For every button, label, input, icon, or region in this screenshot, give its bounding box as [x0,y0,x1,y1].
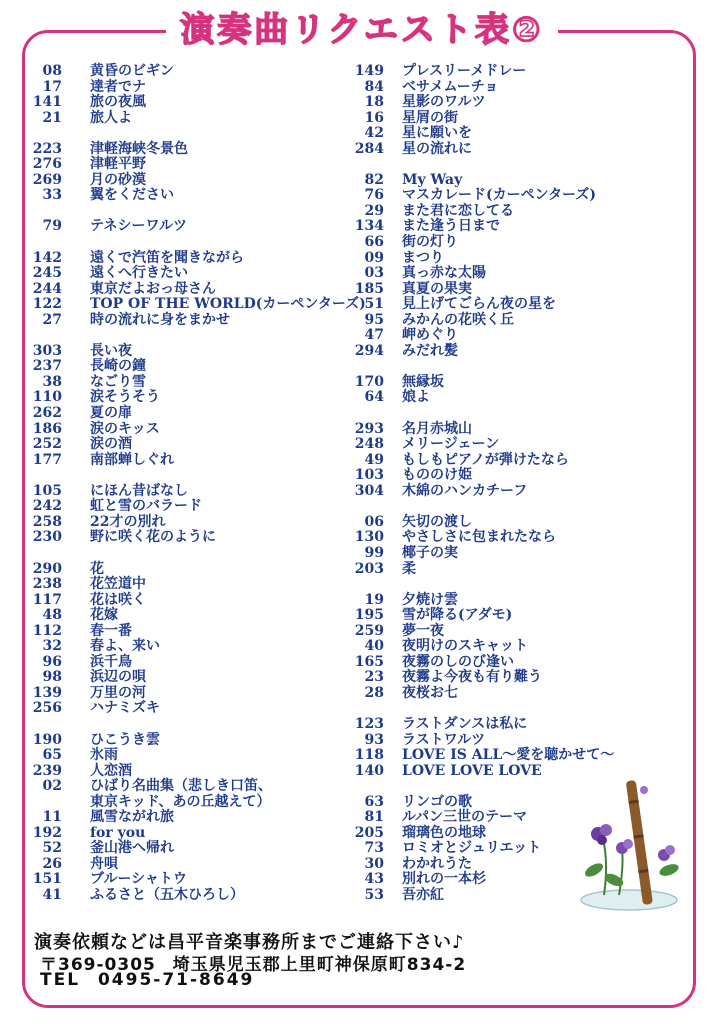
song-number: 48 [42,607,62,624]
song-row [22,748,342,764]
song-title: 野に咲く花のように [90,529,216,546]
song-number: 258 [32,513,62,530]
song-title: 人恋酒 [90,762,132,779]
song-title: 岬めぐり [402,327,458,344]
song-title: 遠くで汽笛を聞きながら [90,249,244,266]
song-number: 27 [42,311,62,328]
song-row [342,468,662,484]
song-number: 64 [364,389,384,406]
song-row [22,764,342,780]
song-number: 73 [364,840,384,857]
song-title: 星に願いを [402,125,472,142]
song-number: 23 [364,669,384,686]
song-row [22,437,342,453]
song-row [22,484,342,500]
song-row [22,111,342,127]
song-title: ひこうき雲 [90,731,160,748]
song-row [342,157,662,173]
song-title: 雪が降る(アダモ) [402,607,513,624]
violet-flute-illustration-icon [574,760,684,920]
song-row [342,453,662,469]
song-row [342,235,662,251]
song-row [22,359,342,375]
song-title: メリージェーン [402,436,500,453]
song-row [22,344,342,360]
song-title: 真っ赤な太陽 [402,265,486,282]
song-row [22,157,342,173]
song-number: 95 [364,311,384,328]
song-row [342,375,662,391]
song-title: 無縁坂 [402,373,444,390]
song-title: マスカレード(カーペンターズ) [402,187,596,204]
song-number: 112 [32,622,62,639]
song-number: 32 [42,638,62,655]
song-number: 30 [364,855,384,872]
song-row [342,717,662,733]
song-row [22,219,342,235]
song-number: 53 [364,886,384,903]
song-row [22,390,342,406]
song-row [342,344,662,360]
song-title: My Way [402,171,463,188]
song-title: 涙の酒 [90,436,132,453]
song-title: 旅人よ [90,109,132,126]
song-title: 夜霧よ今夜も有り難う [402,669,542,686]
song-number: 140 [354,762,384,779]
song-row [22,126,342,142]
song-row [342,80,662,96]
song-row [342,639,662,655]
song-row [22,857,342,873]
song-number: 262 [32,405,62,422]
song-title: 星屑の街 [402,109,458,126]
song-row [22,639,342,655]
song-row [342,313,662,329]
song-title: 津軽平野 [90,156,146,173]
song-number: 142 [32,249,62,266]
song-title: 東京キッド、あの丘越えて） [90,793,271,810]
song-number: 26 [42,855,62,872]
song-row [342,670,662,686]
song-row [22,562,342,578]
song-number: 192 [32,824,62,841]
song-title: 春一番 [90,622,132,639]
song-title: ブルーシャトウ [90,871,187,888]
request-contact-note: 演奏依頼などは昌平音楽事務所までご連絡下さい♪ [34,932,465,953]
song-row [22,701,342,717]
song-number: 81 [364,809,384,826]
song-title: 22才の別れ [90,513,166,530]
song-number: 19 [364,591,384,608]
street-address: 埼玉県児玉郡上里町神保原町834-2 [172,955,467,975]
song-row [22,95,342,111]
song-row [342,686,662,702]
song-title: 夏の扉 [90,405,132,422]
song-title: 見上げてごらん夜の星を [402,296,556,313]
song-number: 16 [364,109,384,126]
song-number: 223 [32,140,62,157]
song-title: 東京だよおっ母さん [90,280,216,297]
song-row [22,375,342,391]
song-number: 230 [32,529,62,546]
song-title: 旅の夜風 [90,94,146,111]
song-title: 涙そうそう [90,389,160,406]
song-number: 130 [354,529,384,546]
song-number: 170 [354,373,384,390]
song-number: 96 [42,653,62,670]
song-row [342,484,662,500]
song-row [22,670,342,686]
song-title: 浜千鳥 [90,653,132,670]
song-row [342,142,662,158]
song-row [342,266,662,282]
song-title: もののけ姫 [402,467,472,484]
left-song-column [22,63,366,904]
song-row [342,390,662,406]
song-row [22,686,342,702]
song-number: 51 [364,296,384,313]
tel-label: TEL [40,970,81,990]
song-title: 椰子の実 [402,544,458,561]
song-number: 186 [32,420,62,437]
song-number: 259 [354,622,384,639]
song-row [22,717,342,733]
song-row [342,111,662,127]
title-wrap [0,10,724,50]
song-title: 春よ、来い [90,638,160,655]
telephone-line [40,970,264,990]
song-row [22,313,342,329]
song-title: ひばり名曲集（悲しき口笛、 [90,778,272,795]
song-row [22,530,342,546]
song-title: プレスリーメドレー [402,63,527,79]
song-number: 103 [354,467,384,484]
song-title: 夢一夜 [402,622,444,639]
song-row [22,733,342,749]
song-title: 街の灯り [402,234,458,251]
song-title: 矢切の渡し [402,513,472,530]
song-row [342,655,662,671]
song-title: 風雪ながれ旅 [90,809,174,826]
song-title: 柔 [402,560,416,577]
song-title: まつり [402,249,444,266]
song-row [22,499,342,515]
song-number: 08 [42,63,62,79]
song-row [342,188,662,204]
song-number: 276 [32,156,62,173]
song-number: 06 [364,513,384,530]
song-row [22,888,342,904]
tel-number: 0495-71-8649 [97,970,255,990]
song-number: 41 [42,886,62,903]
song-row [22,546,342,562]
song-row [342,437,662,453]
page-title: 演奏曲リクエスト表② [166,10,557,50]
song-title: 虹と雪のバラード [90,498,202,515]
song-number: 28 [364,684,384,701]
song-title: みかんの花咲く丘 [402,311,514,328]
song-title: テネシーワルツ [90,218,188,235]
song-title: 夜明けのスキャット [402,638,528,655]
song-row [22,282,342,298]
song-row [22,328,342,344]
song-row [342,282,662,298]
song-number: 52 [42,840,62,857]
song-number: 02 [42,778,62,795]
song-title: 時の流れに身をまかせ [90,311,230,328]
song-title: 夜霧のしのび逢い [402,653,514,670]
song-row [22,266,342,282]
song-number: 256 [32,700,62,717]
song-number: 82 [364,171,384,188]
song-number: 110 [32,389,62,406]
song-row [22,624,342,640]
song-title: 星影のワルツ [402,94,486,111]
song-number: 99 [364,544,384,561]
song-row [22,577,342,593]
song-row [22,872,342,888]
song-title: また君に恋してる [402,202,514,219]
song-title: 津軽海峡冬景色 [90,140,188,157]
song-row [342,173,662,189]
song-title: みだれ髪 [402,342,458,359]
song-number: 84 [364,78,384,95]
song-title: 長崎の鐘 [90,358,146,375]
song-title: 木綿のハンカチーフ [402,482,528,499]
song-number: 252 [32,436,62,453]
song-title: わかれうた [402,855,472,872]
song-number: 242 [32,498,62,515]
song-row [342,95,662,111]
song-row [22,826,342,842]
song-row [22,608,342,624]
song-number: 245 [32,265,62,282]
song-row [342,577,662,593]
song-row [22,422,342,438]
song-number: 18 [364,94,384,111]
song-row [342,608,662,624]
song-title: 遠くへ行きたい [90,265,188,282]
song-number: 269 [32,171,62,188]
song-number: 105 [32,482,62,499]
song-row [22,593,342,609]
song-title: for you [90,824,146,841]
song-title: 娘よ [402,389,430,406]
song-number: 190 [32,731,62,748]
song-title: ふるさと（五木ひろし） [90,886,244,903]
song-number: 40 [364,638,384,655]
song-row [342,499,662,515]
song-number: 290 [32,560,62,577]
song-number: 66 [364,234,384,251]
song-title: 瑠璃色の地球 [402,824,486,841]
song-title: また逢う日まで [402,218,500,235]
song-title: ロミオとジュリエット [402,840,542,857]
song-row [22,80,342,96]
song-number: 17 [42,78,62,95]
song-row [342,219,662,235]
song-row [342,204,662,220]
song-number: 151 [32,871,62,888]
song-row [342,733,662,749]
song-title: 花は咲く [90,591,146,608]
song-row [22,142,342,158]
song-row [342,562,662,578]
song-number: 139 [32,684,62,701]
song-row [22,453,342,469]
song-title: LOVE LOVE LOVE [402,762,542,779]
song-number: 239 [32,762,62,779]
song-row [22,173,342,189]
song-number: 237 [32,358,62,375]
song-number: 149 [354,63,384,79]
song-title: 別れの一本杉 [402,871,486,888]
song-title: 名月赤城山 [402,420,472,437]
song-number: 11 [42,809,62,826]
song-number: 195 [354,607,384,624]
song-number: 248 [354,436,384,453]
song-number: 63 [364,793,384,810]
song-number: 33 [42,187,62,204]
song-row [342,126,662,142]
song-number: 98 [42,669,62,686]
song-number: 165 [354,653,384,670]
song-number: 93 [364,731,384,748]
song-number: 284 [354,140,384,157]
song-title: 長い夜 [90,342,132,359]
song-title: 花 [90,560,104,577]
song-title: LOVE IS ALL～愛を聴かせて～ [402,747,615,764]
song-title: 達者でナ [90,78,146,95]
song-title: ラストワルツ [402,731,486,748]
song-number: 43 [364,871,384,888]
song-title: 花嫁 [90,607,118,624]
song-title: 真夏の果実 [402,280,472,297]
song-title: ベサメムーチョ [402,78,499,95]
song-number: 205 [354,824,384,841]
postal-code: 〒369-0305 [40,955,156,975]
song-number: 118 [354,747,384,764]
song-number: 304 [354,482,384,499]
song-number: 141 [32,94,62,111]
song-title: TOP OF THE WORLD(カーペンターズ) [90,296,366,313]
song-title: リンゴの歌 [402,793,472,810]
song-row [22,810,342,826]
song-title: 氷雨 [90,747,118,764]
song-row [342,406,662,422]
song-number: 293 [354,420,384,437]
song-number: 123 [354,715,384,732]
song-number: 177 [32,451,62,468]
song-number: 244 [32,280,62,297]
song-number: 122 [32,296,62,313]
song-number: 294 [354,342,384,359]
song-row [342,251,662,267]
song-row [22,406,342,422]
song-row [342,297,662,313]
song-row [342,546,662,562]
song-row [22,235,342,251]
song-title: ルパン三世のテーマ [402,809,528,826]
song-number: 303 [32,342,62,359]
song-title: 涙のキッス [90,420,160,437]
song-title: 月の砂漠 [90,171,146,188]
song-number: 42 [364,125,384,142]
song-title: 夜桜お七 [402,684,458,701]
song-title: 舟唄 [90,855,118,872]
song-row [22,204,342,220]
song-row [342,701,662,717]
song-number: 203 [354,560,384,577]
song-title: 花笠道中 [90,576,146,593]
song-row [342,359,662,375]
song-row [22,64,342,80]
song-row [342,624,662,640]
song-number: 03 [364,265,384,282]
song-row [342,422,662,438]
song-title: 南部蝉しぐれ [90,451,174,468]
song-title: 釜山港へ帰れ [90,840,174,857]
song-title: にほん昔ばなし [90,482,188,499]
song-number: 65 [42,747,62,764]
song-number: 76 [364,187,384,204]
song-title: やさしさに包まれたなら [402,529,556,546]
song-row [22,779,342,795]
song-number: 21 [42,109,62,126]
song-title: ハナミズキ [90,700,160,717]
song-title: 夕焼け雲 [402,591,458,608]
song-number: 79 [42,218,62,235]
song-row [22,296,366,313]
song-row [22,468,342,484]
song-title: 翼をください [90,187,174,204]
song-title: なごり雪 [90,373,146,390]
song-number: 238 [32,576,62,593]
song-number: 49 [364,451,384,468]
song-title: 黄昏のビギン [90,63,174,79]
song-number: 117 [32,591,62,608]
song-number: 29 [364,202,384,219]
song-row [22,188,342,204]
song-title: 吾亦紅 [402,886,444,903]
song-title: ラストダンスは私に [402,715,528,732]
song-row [342,530,662,546]
song-number: 47 [364,327,384,344]
song-row [22,795,342,811]
song-number: 09 [364,249,384,266]
song-title: 浜辺の唄 [90,669,146,686]
song-row [342,328,662,344]
song-title: 万里の河 [90,684,146,701]
song-row [342,64,662,80]
song-number: 38 [42,373,62,390]
song-row [342,593,662,609]
song-number: 134 [354,218,384,235]
song-row [22,251,342,267]
song-row [22,655,342,671]
song-number: 185 [354,280,384,297]
song-title: 星の流れに [402,140,472,157]
song-title: もしもピアノが弾けたなら [402,451,569,468]
song-row [22,841,342,857]
